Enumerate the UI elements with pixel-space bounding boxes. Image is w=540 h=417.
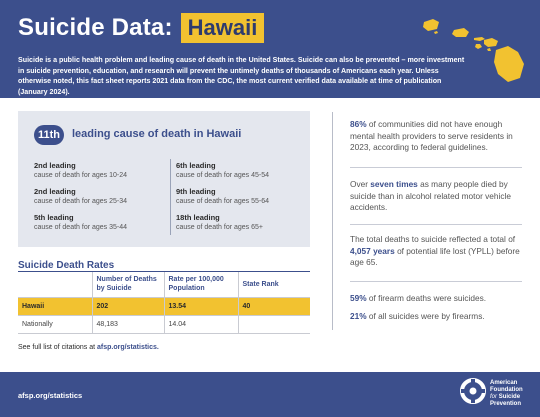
rank-item-label: 6th leading xyxy=(176,161,216,170)
table-header-cell xyxy=(18,272,92,297)
stat-text: The total deaths to suicide reflected a total of xyxy=(350,234,516,244)
table-cell: Hawaii xyxy=(18,297,92,315)
rank-item xyxy=(176,187,306,207)
stat-highlight: 4,057 years xyxy=(350,245,395,256)
citation-link[interactable]: afsp.org/statistics. xyxy=(97,344,159,351)
stat-item xyxy=(350,234,522,269)
logo-text-line: Prevention xyxy=(490,401,522,407)
rank-item-label: 9th leading xyxy=(176,187,216,196)
rank-item-desc: cause of death for ages 10-24 xyxy=(34,172,128,179)
rates-section-title: Suicide Death Rates xyxy=(18,260,115,271)
rank-item xyxy=(34,187,164,207)
stat-separator xyxy=(350,224,522,225)
stat-text: of all suicides were by firearms. xyxy=(366,311,485,321)
logo-text-line: Foundation xyxy=(490,387,523,393)
rank-item-label: 5th leading xyxy=(34,213,74,222)
stat-highlight: 21% xyxy=(350,311,367,321)
rank-item-label: 2nd leading xyxy=(34,161,76,170)
stat-text: of communities did not have enough mental health providers to serve residents in 2023, according to federal guidelines. xyxy=(350,119,513,152)
stat-text: of potential life lost (YPLL) before age 65. xyxy=(350,245,520,267)
rank-item-desc: cause of death for ages 45-54 xyxy=(176,172,270,179)
rank-item xyxy=(34,213,164,233)
header-banner xyxy=(0,0,540,98)
stat-item xyxy=(350,293,522,305)
hawaii-islands-icon xyxy=(420,16,530,86)
rank-item-label: 18th leading xyxy=(176,213,220,222)
suicide-rates-table xyxy=(18,272,310,334)
rank-item xyxy=(34,161,164,181)
stat-text: Over xyxy=(350,179,371,189)
title-row xyxy=(18,13,264,43)
column-divider xyxy=(332,112,333,330)
table-cell: 202 xyxy=(92,297,164,315)
stat-highlight: 86% xyxy=(350,119,367,129)
stat-separator xyxy=(350,167,522,168)
table-row-hawaii xyxy=(18,297,310,315)
stat-text: of firearm deaths were suicides. xyxy=(366,293,487,303)
rank-badge: 11th xyxy=(34,125,64,145)
table-row-nationally xyxy=(18,315,310,333)
rank-item xyxy=(176,213,306,233)
footer-banner xyxy=(0,372,540,417)
table-cell xyxy=(238,315,310,333)
afsp-logo-text xyxy=(490,380,538,408)
logo-text-line: for Suicide xyxy=(490,394,521,400)
stat-highlight: seven times xyxy=(370,179,418,189)
table-header-row xyxy=(18,272,310,297)
intro-paragraph: Suicide is a public health problem and leading cause of death in the United States. Suicide can also be prevented – more investment in suicide prevention, education, and research will prevent the untimely deaths of thousands of Americans each year. Unless otherwise noted, this fact sheet reports 2021 data from the CDC, the most current verified data available at time of publication (January 2024). xyxy=(18,56,465,96)
stat-item xyxy=(350,119,522,154)
table-cell: Nationally xyxy=(18,315,92,333)
footer-url-link[interactable]: afsp.org/statistics xyxy=(18,391,83,400)
table-header-cell: State Rank xyxy=(238,272,310,297)
logo-text-line: American xyxy=(490,380,518,386)
rank-divider xyxy=(170,159,171,235)
table-cell: 40 xyxy=(238,297,310,315)
table-header-cell: Number of Deaths by Suicide xyxy=(92,272,164,297)
table-cell: 48,183 xyxy=(92,315,164,333)
stat-highlight: 59% xyxy=(350,293,367,303)
citation-text: See full list of citations at xyxy=(18,344,96,351)
page-title: Suicide Data: xyxy=(18,14,173,41)
stat-item xyxy=(350,179,522,214)
stat-separator xyxy=(350,281,522,282)
leading-cause-panel xyxy=(18,111,310,247)
stat-text: as many people died by suicide than in alcohol related motor vehicle accidents. xyxy=(350,179,511,212)
rank-title: leading cause of death in Hawaii xyxy=(72,128,242,140)
rank-item-label: 2nd leading xyxy=(34,187,76,196)
table-cell: 14.04 xyxy=(164,315,238,333)
rank-item-desc: cause of death for ages 65+ xyxy=(176,224,263,231)
rank-item-desc: cause of death for ages 55-64 xyxy=(176,198,270,205)
table-header-cell: Rate per 100,000 Population xyxy=(164,272,238,297)
stat-item xyxy=(350,311,522,323)
rank-item-desc: cause of death for ages 25-34 xyxy=(34,198,128,205)
afsp-lifebuoy-logo-icon xyxy=(460,378,486,404)
citation-note xyxy=(18,344,159,351)
state-name-badge: Hawaii xyxy=(181,13,265,43)
rank-item-desc: cause of death for ages 35-44 xyxy=(34,224,128,231)
rank-item xyxy=(176,161,306,181)
table-cell: 13.54 xyxy=(164,297,238,315)
